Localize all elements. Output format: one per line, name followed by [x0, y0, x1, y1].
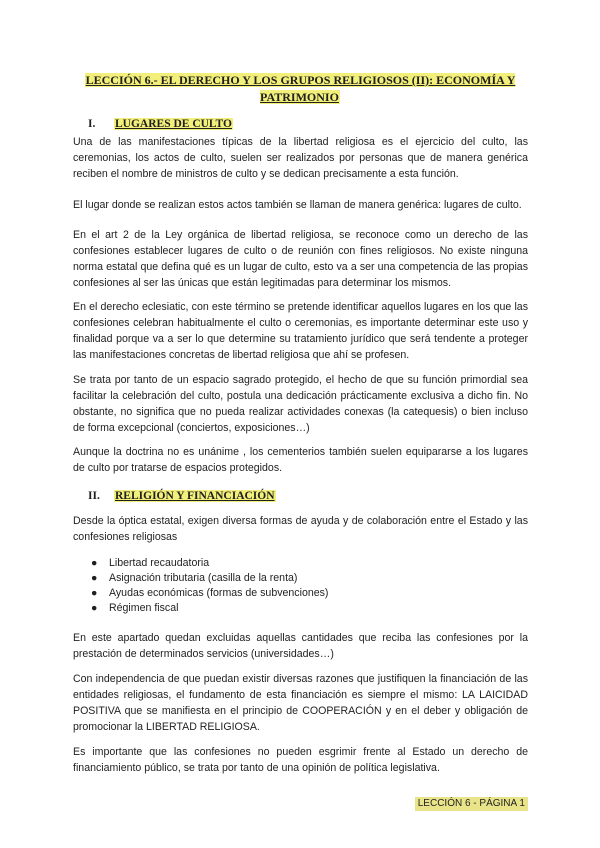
- list-item: [90, 571, 510, 586]
- bullet-icon: ●: [91, 557, 98, 569]
- paragraph: Desde la óptica estatal, exigen diversa formas de ayuda y de colaboración entre el Estado y las confesiones religiosas: [73, 515, 528, 543]
- paragraph: En el derecho eclesiatic, con este término se pretende identificar aquellos lugares en los que las confesiones celebran habitualmente el culto o ceremonias, es importante determinar este uso y finalidad porque va a ser lo que determine su tratamiento jurídico que será tendente a proteger las manifestaciones concretas de libertad religiosa que ahí se profesen.: [73, 301, 528, 361]
- bullet-icon: ●: [91, 587, 98, 599]
- list-item-text: Libertad recaudatoria: [109, 557, 210, 569]
- bullet-icon: ●: [91, 602, 98, 614]
- bullet-list: [90, 556, 510, 616]
- paragraph: En este apartado quedan excluidas aquellas cantidades que reciba las confesiones por la prestación de determinados servicios (universidades…): [73, 632, 528, 660]
- paragraph: Es importante que las confesiones no pueden esgrimir frente al Estado un derecho de financiamiento público, se trata por tanto de una opinión de política legislativa.: [73, 746, 528, 774]
- paragraph: Se trata por tanto de un espacio sagrado protegido, el hecho de que su función primordial sea facilitar la celebración del culto, postula una dedicación prácticamente exclusiva a dicho fin. No obstante, no significa que no pueda realizar actividades conexas (la catequesis) o bien incluso de forma excepcional (conciertos, exposiciones…): [73, 374, 528, 434]
- list-item-text: Asignación tributaria (casilla de la renta): [109, 572, 298, 584]
- section-title: LUGARES DE CULTO: [115, 118, 232, 130]
- paragraph: En el art 2 de la Ley orgánica de libertad religiosa, se reconoce como un derecho de las confesiones establecer lugares de culto o de reunión con fines religiosos. No existe ninguna norma estatal que defina qué es un lugar de culto, esto va a ser una competencia de las propias confesiones al ser las únicas que están legitimadas para determinar los mismos.: [73, 229, 528, 289]
- paragraph: Una de las manifestaciones típicas de la libertad religiosa es el ejercicio del culto, las ceremonias, los actos de culto, suelen ser realizados por personas que de manera genérica reciben el nombre de ministros de culto y se dedican precisamente a esta función.: [73, 136, 528, 180]
- title-text: LECCIÓN 6.- EL DERECHO Y LOS GRUPOS RELIGIOSOS (II): ECONOMÍA Y PATRIMONIO: [85, 73, 516, 104]
- list-item-text: Régimen fiscal: [109, 602, 179, 614]
- paragraph: El lugar donde se realizan estos actos también se llaman de manera genérica: lugares de culto.: [73, 199, 522, 211]
- list-item: [90, 601, 510, 616]
- list-item-text: Ayudas económicas (formas de subvenciones): [109, 587, 329, 599]
- paragraph: Aunque la doctrina no es unánime , los cementerios también suelen equipararse a los lugares de culto por tratarse de espacios protegidos.: [73, 446, 528, 474]
- section-number: II.: [88, 490, 100, 502]
- list-item: [90, 586, 510, 601]
- page-title: [70, 72, 530, 106]
- list-item: [90, 556, 510, 571]
- page-footer: LECCIÓN 6 - PÁGINA 1: [415, 797, 528, 811]
- section-title: RELIGIÓN Y FINANCIACIÓN: [115, 490, 275, 502]
- section-heading-1: [88, 117, 233, 131]
- section-heading-2: [88, 489, 276, 503]
- section-number: I.: [88, 118, 96, 130]
- paragraph: Con independencia de que puedan existir diversas razones que justifiquen la financiación de las entidades religiosas, el fundamento de esta financiación es siempre el mismo: LA LAICIDAD POSITIVA que se manifiesta en el principio de COOPERACIÓN y en el deber y obligación de promocionar la LIBERTAD RELIGIOSA.: [73, 673, 528, 733]
- bullet-icon: ●: [91, 572, 98, 584]
